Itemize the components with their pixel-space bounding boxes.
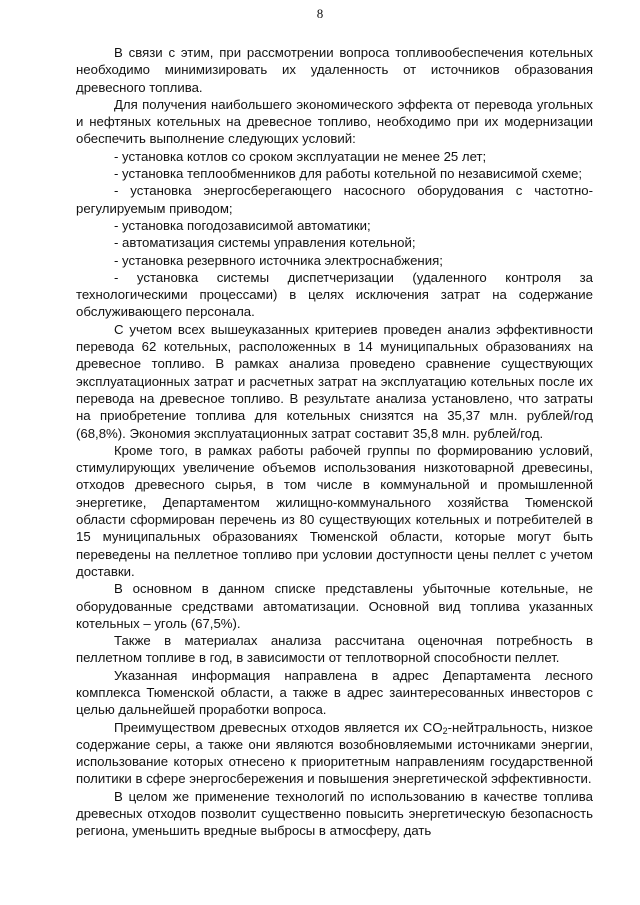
- paragraph-supply-distance: В связи с этим, при рассмотрении вопроса топливообеспечения котельных необходимо минимизировать их удаленность от источников образования древесного топлива.: [76, 45, 593, 95]
- condition-item: - автоматизация системы управления котельной;: [114, 235, 416, 251]
- co2-text-after: -нейтральность, низкое содержание серы, а также они являются возобновляемыми источниками энергии, использование которых отнесено к приоритетным направлениям государственной политики в сфере энергосбережения и повышения энергетической эффективности.: [76, 719, 593, 787]
- paragraph-conversion-conditions-intro: Для получения наибольшего экономического эффекта от перевода угольных и нефтяных котельных на древесное топливо, необходимо при их модернизации обеспечить выполнение следующих условий:: [76, 96, 593, 147]
- paragraph-information-sent: Указанная информация направлена в адрес Департамента лесного комплекса Тюменской области, а также в адрес заинтересованных инвесторов с целью дальнейшей проработки вопроса.: [76, 667, 593, 718]
- condition-item: - установка теплообменников для работы котельной по независимой схеме;: [114, 166, 583, 182]
- co2-text-before: Преимуществом древесных отходов является их CO: [114, 719, 443, 735]
- paragraph-wood-waste-benefits: В целом же применение технологий по использованию в качестве топлива древесных отходов позволит существенно повысить энергетическую безопасность региона, уменьшить вредные выбросы в атмосферу, дать: [76, 788, 593, 839]
- condition-item: - установка погодозависимой автоматики;: [114, 217, 371, 233]
- paragraph-pellet-demand: Также в материалах анализа рассчитана оценочная потребность в пеллетном топливе в год, в зависимости от теплотворной способности пеллет.: [76, 633, 593, 666]
- conditions-list: [76, 148, 593, 321]
- paragraph-unprofitable-boilers: В основном в данном списке представлены убыточные котельные, не оборудованные средствами автоматизации. Основной вид топлива указанных котельных – уголь (67,5%).: [76, 581, 593, 631]
- condition-item: - установка котлов со сроком эксплуатации не менее 25 лет;: [114, 148, 487, 164]
- paragraph-pellet-candidates: Кроме того, в рамках работы рабочей группы по формированию условий, стимулирующих увеличение объемов использования низкотоварной древесины, отходов древесного сырья, в том числе в коммунальной и промышленной энергетике, Департаментом жилищно-коммунального хозяйства Тюменской области сформирован перечень из 80 существующих котельных и потребителей в 15 муниципальных образованиях Тюменской области, которые могут быть переведены на пеллетное топливо при условии доступности цены пеллет с учетом доставки.: [76, 442, 593, 579]
- paragraph-co2-neutrality: [76, 719, 593, 788]
- co2-subscript: 2: [442, 725, 448, 736]
- page-body: [76, 44, 593, 840]
- condition-item: - установка энергосберегающего насосного оборудования с частотно-регулируемым приводом;: [76, 183, 593, 216]
- paragraph-analysis-results: С учетом всех вышеуказанных критериев проведен анализ эффективности перевода 62 котельных, расположенных в 14 муниципальных образованиях на древесное топливо. В рамках анализа проведено сравнение существующих эксплуатационных затрат и расчетных затрат на эксплуатацию котельных после их перевода на древесное топливо. В результате анализа установлено, что затраты на приобретение топлива для котельных снизятся на 35,37 млн. рублей/год (68,8%). Экономия эксплуатационных затрат составит 35,8 млн. рублей/год.: [76, 321, 593, 441]
- condition-item: - установка системы диспетчеризации (удаленного контроля за технологическими процессами) в целях исключения затрат на содержание обслуживающего персонала.: [76, 269, 593, 320]
- condition-item: - установка резервного источника электроснабжения;: [114, 252, 443, 268]
- page-number: 8: [316, 6, 324, 21]
